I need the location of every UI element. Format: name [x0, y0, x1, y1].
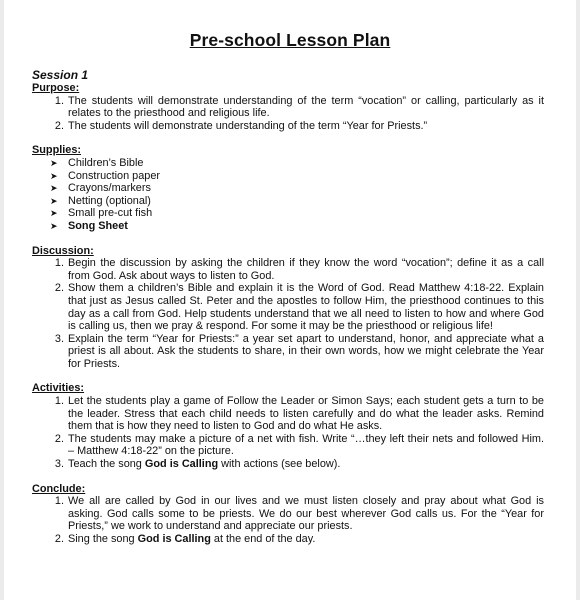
supply-text: Children’s Bible [68, 156, 144, 169]
item-number: 2. [54, 119, 64, 132]
item-number: 2. [54, 432, 64, 445]
purpose-item [32, 95, 544, 120]
activities-list [32, 395, 544, 471]
item-text: Show them a children’s Bible and explain it is the Word of God. Read Matthew 4:18-22. Explain that just as Jesus called St. Peter and the apostles to follow Him, the priesthood continues to this day as a call from God. Help students understand that we all need to listen to how and where God is calling us, then we pray & respond. For some it may be the priesthood or religious life! [68, 282, 544, 333]
arrow-bullet-icon: ➤ [50, 195, 58, 206]
supplies-heading: Supplies: [32, 144, 82, 157]
supply-item [32, 157, 544, 170]
document-page [4, 0, 576, 600]
supply-item [32, 170, 544, 183]
purpose-list [32, 95, 544, 133]
lesson-content [32, 69, 544, 546]
discussion-list [32, 257, 544, 370]
conclude-item [32, 495, 544, 533]
item-text: The students may make a picture of a net with fish. Write “…they left their nets and followed Him. – Matthew 4:18-22” on the picture. [68, 432, 544, 458]
item-number: 3. [54, 458, 64, 471]
supply-item [32, 195, 544, 208]
item-text: Sing the song God is Calling at the end of the day. [68, 533, 316, 545]
item-text: The students will demonstrate understanding of the term “Year for Priests.” [68, 119, 428, 132]
song-title: God is Calling [137, 533, 211, 545]
page-title: Pre-school Lesson Plan [189, 30, 391, 50]
arrow-bullet-icon: ➤ [50, 157, 58, 168]
arrow-bullet-icon: ➤ [50, 208, 58, 219]
supply-item [32, 207, 544, 220]
arrow-bullet-icon: ➤ [50, 170, 58, 181]
supply-text: Song Sheet [68, 219, 128, 232]
item-number: 1. [54, 257, 64, 270]
discussion-item [32, 257, 544, 282]
item-text: The students will demonstrate understanding of the term “vocation” or calling, particularly as it relates to the priesthood and religious life. [68, 94, 544, 120]
item-number: 1. [54, 495, 64, 508]
arrow-bullet-icon: ➤ [50, 183, 58, 194]
supply-text: Netting (optional) [68, 194, 151, 207]
item-text: Begin the discussion by asking the children if they know the word “vocation”; define it as a call from God. Ask about ways to listen to God. [68, 257, 544, 282]
supply-text: Construction paper [68, 169, 161, 182]
activities-heading: Activities: [32, 382, 85, 395]
item-number: 2. [54, 533, 64, 545]
conclude-item [32, 533, 544, 546]
item-number: 2. [54, 282, 64, 295]
item-text: Explain the term “Year for Priests:” a year set apart to understand, honor, and appreciate what a priest is all about. Ask the students to share, in their own words, how we might celebrate the Year for Priests. [68, 332, 544, 370]
item-text: Let the students play a game of Follow the Leader or Simon Says; each student gets a turn to be the leader. Stress that each child needs to listen carefully and do what the leader asks. Remind them that is how they need to listen to God and do what He asks. [68, 395, 544, 433]
session-label: Session 1 [32, 68, 89, 82]
discussion-item [32, 282, 544, 332]
supplies-list [32, 157, 544, 233]
supply-item [32, 220, 544, 233]
supply-text: Crayons/markers [68, 182, 151, 195]
supply-text: Small pre-cut fish [68, 207, 153, 220]
supply-item [32, 182, 544, 195]
arrow-bullet-icon: ➤ [50, 220, 58, 231]
discussion-heading: Discussion: [32, 244, 94, 257]
purpose-item [32, 120, 544, 133]
item-text: We all are called by God in our lives and we must listen closely and pray about what God is asking. God calls some to be priests. We do our best wherever God calls us. For the “Year for Priests,” we work to understand and appreciate our priests. [68, 495, 544, 533]
item-number: 1. [54, 395, 64, 408]
item-number: 1. [54, 94, 64, 107]
conclude-heading: Conclude: [32, 482, 86, 495]
discussion-item [32, 333, 544, 371]
activity-item [32, 458, 544, 471]
activity-item [32, 395, 544, 433]
conclude-list [32, 495, 544, 545]
item-text: Teach the song God is Calling with actions (see below). [68, 458, 341, 471]
item-number: 3. [54, 332, 64, 345]
song-title: God is Calling [144, 458, 219, 471]
activity-item [32, 433, 544, 458]
purpose-heading: Purpose: [32, 82, 80, 94]
